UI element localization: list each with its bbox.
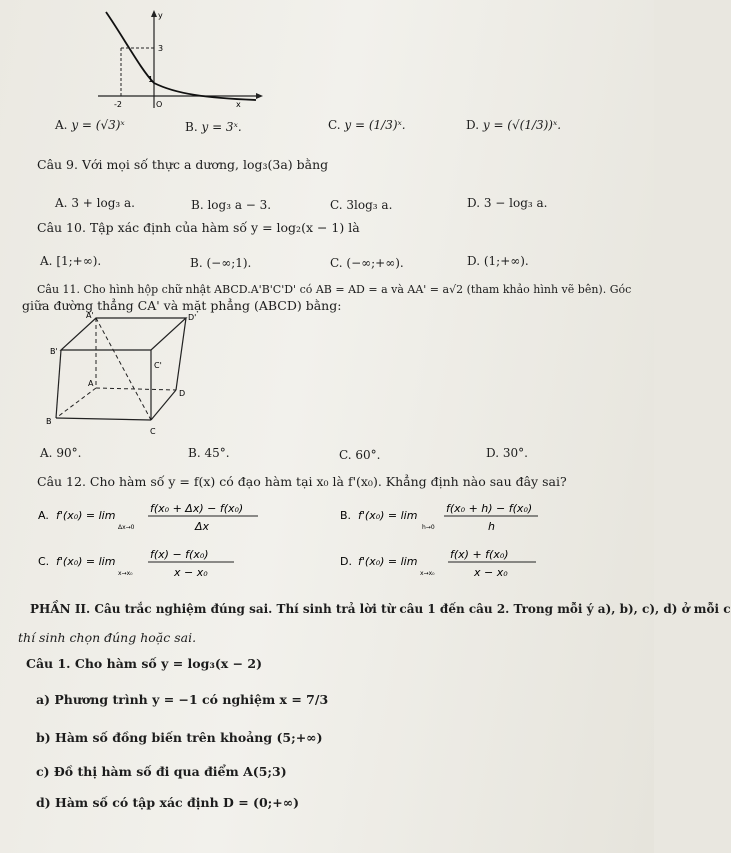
q12-d-den: x − x₀: [474, 566, 508, 579]
q12-d-letter: D.: [340, 555, 352, 568]
box-label-d1: D': [188, 313, 197, 322]
part2-heading2: thí sinh chọn đúng hoặc sai.: [18, 630, 197, 645]
p2q1-statement-a[interactable]: a) Phương trình y = −1 có nghiệm x = 7/3: [36, 692, 329, 707]
q12-b-num: f(x₀ + h) − f(x₀): [446, 502, 533, 515]
graph-label-o: O: [156, 100, 163, 109]
q12-a-num: f(x₀ + Δx) − f(x₀): [150, 502, 244, 515]
q12-b-lhs: f'(x₀) = lim: [358, 509, 418, 522]
q12-c-den: x − x₀: [174, 566, 208, 579]
graph-label-neg2: -2: [114, 100, 122, 109]
q11-option-c[interactable]: [339, 448, 381, 462]
q9-b-text: log₃ a − 3.: [207, 198, 272, 212]
box-label-a1: A': [86, 311, 94, 320]
q11-c-letter: C.: [339, 448, 352, 462]
q12-b-sub: h→0: [422, 524, 435, 531]
q11-prompt-line1: Câu 11. Cho hình hộp chữ nhật ABCD.A'B'C'D' có AB = AD = a và AA' = a√2 (tham khảo hình vẽ bên). Góc: [37, 283, 632, 296]
q12-a-letter: A.: [38, 509, 49, 522]
q12-d-lhs: f'(x₀) = lim: [358, 555, 418, 568]
q11-b-text: 45°.: [204, 446, 230, 460]
q11-b-letter: B.: [188, 446, 201, 460]
p2q1-statement-d[interactable]: d) Hàm số có tập xác định D = (0;+∞): [36, 795, 300, 810]
part2-heading: PHẦN II. Câu trắc nghiệm đúng sai. Thí sinh trả lời từ câu 1 đến câu 2. Trong mỗi ý a), b), c), d) ở mỗi c: [30, 602, 731, 616]
q8-a-text: y = (√3)ˣ: [71, 118, 125, 132]
q12-c-sub: x→x₀: [118, 570, 133, 577]
q8-b-letter: B.: [185, 120, 198, 134]
graph-label-x: x: [236, 100, 241, 109]
graph-label-3: 3: [158, 44, 164, 53]
q10-option-d[interactable]: [467, 254, 529, 268]
q12-prompt: Câu 12. Cho hàm số y = f(x) có đạo hàm tại x₀ là f'(x₀). Khẳng định nào sau đây sai?: [37, 474, 567, 489]
q12-d-sub: x→x₀: [420, 570, 435, 577]
box-figure: [26, 310, 216, 442]
q9-option-c[interactable]: [330, 198, 392, 212]
q10-prompt: Câu 10. Tập xác định của hàm số y = log₂(x − 1) là: [37, 220, 360, 235]
q9-a-text: 3 + log₃ a.: [71, 196, 135, 210]
q8-c-letter: C.: [328, 118, 341, 132]
q10-b-letter: B.: [190, 256, 203, 270]
q12-a-den: Δx: [195, 520, 210, 533]
q11-option-d[interactable]: [486, 446, 528, 460]
box-label-b: B: [46, 417, 52, 426]
q9-c-letter: C.: [330, 198, 343, 212]
q12-a-sub: Δx→0: [118, 524, 135, 531]
q10-option-b[interactable]: [190, 256, 251, 270]
q10-option-c[interactable]: [330, 256, 404, 270]
q8-option-d[interactable]: [466, 118, 561, 132]
q12-a-lhs: f'(x₀) = lim: [56, 509, 116, 522]
q9-b-letter: B.: [191, 198, 204, 212]
q9-option-a[interactable]: [55, 196, 135, 210]
q9-d-text: 3 − log₃ a.: [483, 196, 548, 210]
q9-option-b[interactable]: [191, 198, 271, 212]
q12-option-a[interactable]: [38, 497, 268, 543]
q9-option-d[interactable]: [467, 196, 548, 210]
q10-c-text: (−∞;+∞).: [346, 256, 404, 270]
q9-d-letter: D.: [467, 196, 481, 210]
q10-a-text: [1;+∞).: [56, 254, 102, 268]
q9-prompt: Câu 9. Với mọi số thực a dương, log₃(3a) bằng: [37, 157, 329, 172]
q11-a-text: 90°.: [56, 446, 82, 460]
box-label-a: A: [88, 379, 94, 388]
q12-b-den: h: [488, 520, 495, 533]
q8-d-text: y = (√(1/3))ˣ.: [482, 118, 562, 132]
q12-c-letter: C.: [38, 555, 50, 568]
q12-d-num: f(x) + f(x₀): [450, 548, 509, 561]
q11-option-a[interactable]: [40, 446, 81, 460]
q8-option-c[interactable]: [328, 118, 406, 132]
q8-option-a[interactable]: [55, 118, 125, 132]
graph-label-y: y: [158, 11, 163, 20]
q12-c-lhs: f'(x₀) = lim: [56, 555, 116, 568]
box-label-c: C: [150, 427, 156, 436]
q11-option-b[interactable]: [188, 446, 230, 460]
q10-d-letter: D.: [467, 254, 481, 268]
q11-a-letter: A.: [40, 446, 53, 460]
q9-a-letter: A.: [55, 196, 68, 210]
q8-b-text: y = 3ˣ.: [201, 120, 242, 134]
p2q1-prompt: Câu 1. Cho hàm số y = log₃(x − 2): [26, 656, 263, 671]
q8-d-letter: D.: [466, 118, 480, 132]
q12-c-num: f(x) − f(x₀): [150, 548, 209, 561]
q12-option-d[interactable]: [340, 543, 550, 589]
q10-b-text: (−∞;1).: [206, 256, 252, 270]
q10-c-letter: C.: [330, 256, 343, 270]
q12-option-b[interactable]: [340, 497, 550, 543]
q11-d-text: 30°.: [502, 446, 528, 460]
exponential-graph: [96, 8, 266, 116]
q12-b-letter: B.: [340, 509, 352, 522]
box-label-b1: B': [50, 347, 58, 356]
box-label-d: D: [179, 389, 186, 398]
q11-prompt-line2: giữa đường thẳng CA' và mặt phẳng (ABCD) bằng:: [22, 298, 342, 313]
q10-a-letter: A.: [40, 254, 53, 268]
p2q1-statement-c[interactable]: c) Đồ thị hàm số đi qua điểm A(5;3): [36, 764, 287, 779]
q8-a-letter: A.: [55, 118, 68, 132]
q8-c-text: y = (1/3)ˣ.: [344, 118, 406, 132]
graph-label-1: 1: [148, 75, 154, 84]
q11-c-text: 60°.: [355, 448, 381, 462]
q11-d-letter: D.: [486, 446, 500, 460]
q8-option-b[interactable]: [185, 120, 242, 134]
p2q1-statement-b[interactable]: b) Hàm số đồng biến trên khoảng (5;+∞): [36, 730, 323, 745]
q10-option-a[interactable]: [40, 254, 101, 268]
q12-option-c[interactable]: [38, 543, 268, 589]
q10-d-text: (1;+∞).: [483, 254, 529, 268]
box-label-c1: C': [154, 361, 162, 370]
q9-c-text: 3log₃ a.: [346, 198, 393, 212]
